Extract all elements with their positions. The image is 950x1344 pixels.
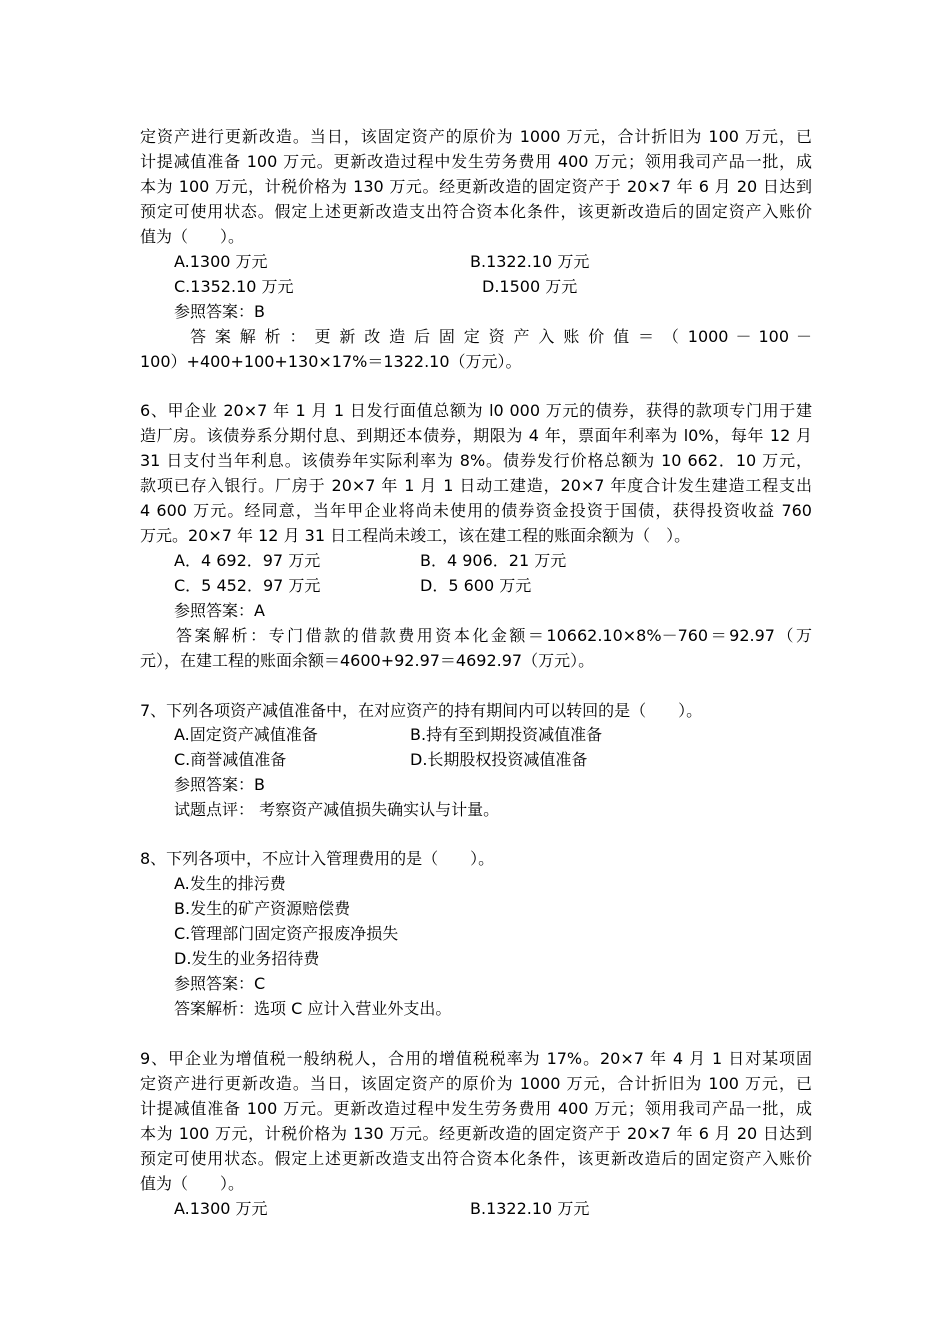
q6-line: 款项已存入银行。厂房于 20×7 年 1 月 1 日动工建造，20×7 年度合计发生建造工程支出 — [140, 476, 812, 495]
q9-line: 本为 100 万元，计税价格为 130 万元。经更新改造的固定资产于 20×7 年 6 月 20 日达到 — [140, 1124, 812, 1143]
q5-analysis: 100）+400+100+130×17%＝1322.10（万元）。 — [140, 352, 522, 371]
q5-option-c: C.1352.10 万元 — [174, 277, 294, 296]
q5-option-a: A.1300 万元 — [174, 252, 268, 271]
q7-option-a: A.固定资产减值准备 — [174, 725, 318, 744]
q8-question: 8、下列各项中，不应计入管理费用的是（ ）。 — [140, 849, 495, 868]
q6-option-a: A．4 692．97 万元 — [174, 551, 321, 570]
q8-analysis: 答案解析：选项 C 应计入营业外支出。 — [174, 999, 452, 1018]
q8-answer: 参照答案：C — [174, 974, 266, 993]
q7-option-c: C.商誉减值准备 — [174, 750, 287, 769]
q5-answer: 参照答案：B — [174, 302, 265, 321]
q9-line: 计提减值准备 100 万元。更新改造过程中发生劳务费用 400 万元；领用我司产品一批，成 — [140, 1099, 812, 1118]
q6-line: 4 600 万元。经同意，当年甲企业将尚未使用的债券资金投资于国债，获得投资收益 760 — [140, 501, 812, 520]
q7-option-b: B.持有至到期投资减值准备 — [410, 725, 603, 744]
q7-comment: 试题点评： 考察资产减值损失确实认与计量。 — [174, 800, 500, 819]
q6-option-b: B．4 906．21 万元 — [420, 551, 567, 570]
q8-option-a: A.发生的排污费 — [174, 874, 286, 893]
q5-line: 计提减值准备 100 万元。更新改造过程中发生劳务费用 400 万元；领用我司产品一批，成 — [140, 152, 812, 171]
q6-line: 31 日支付当年利息。该债券年实际利率为 8%。债券发行价格总额为 10 662．10 万元， — [140, 451, 812, 470]
q9-option-b: B.1322.10 万元 — [470, 1199, 590, 1218]
q8-option-d: D.发生的业务招待费 — [174, 949, 320, 968]
q6-analysis: 元），在建工程的账面余额＝4600+92.97＝4692.97（万元）。 — [140, 651, 595, 670]
q7-answer: 参照答案：B — [174, 775, 265, 794]
q5-option-b: B.1322.10 万元 — [470, 252, 590, 271]
q6-line: 6、甲企业 20×7 年 1 月 1 日发行面值总额为 l0 000 万元的债券，获得的款项专门用于建 — [140, 401, 812, 420]
q8-option-b: B.发生的矿产资源赔偿费 — [174, 899, 351, 918]
q9-option-a: A.1300 万元 — [174, 1199, 268, 1218]
q6-line: 造厂房。该债券系分期付息、到期还本债券，期限为 4 年，票面年利率为 l0%，每年 12 月 — [140, 426, 812, 445]
q5-line: 定资产进行更新改造。当日，该固定资产的原价为 1000 万元，合计折旧为 100 万元，已 — [140, 127, 812, 146]
q9-line: 定资产进行更新改造。当日，该固定资产的原价为 1000 万元，合计折旧为 100 万元，已 — [140, 1074, 812, 1093]
q6-line: 万元。20×7 年 12 月 31 日工程尚未竣工，该在建工程的账面余额为（ ）。 — [140, 526, 691, 545]
q5-analysis: 答 案 解 析 ： 更 新 改 造 后 固 定 资 产 入 账 价 值 ＝ （ 1000 － 100 － — [190, 327, 812, 346]
q9-line: 预定可使用状态。假定上述更新改造支出符合资本化条件，该更新改造后的固定资产入账价 — [140, 1149, 812, 1168]
q5-line: 值为（ ）。 — [140, 227, 245, 246]
q6-option-d: D．5 600 万元 — [420, 576, 532, 595]
q7-option-d: D.长期股权投资减值准备 — [410, 750, 588, 769]
q6-option-c: C．5 452．97 万元 — [174, 576, 321, 595]
q9-line: 值为（ ）。 — [140, 1174, 245, 1193]
q5-option-d: D.1500 万元 — [482, 277, 578, 296]
q5-line: 本为 100 万元，计税价格为 130 万元。经更新改造的固定资产于 20×7 年 6 月 20 日达到 — [140, 177, 812, 196]
q6-answer: 参照答案：A — [174, 601, 265, 620]
q5-line: 预定可使用状态。假定上述更新改造支出符合资本化条件，该更新改造后的固定资产入账价 — [140, 202, 812, 221]
q6-analysis: 答案解析：专门借款的借款费用资本化金额＝10662.10×8%－760＝92.97（万 — [176, 626, 812, 645]
q7-question: 7、下列各项资产减值准备中，在对应资产的持有期间内可以转回的是（ ）。 — [140, 701, 703, 720]
q9-line: 9、甲企业为增值税一般纳税人，合用的增值税税率为 17%。20×7 年 4 月 1 日对某项固 — [140, 1049, 812, 1068]
q8-option-c: C.管理部门固定资产报废净损失 — [174, 924, 399, 943]
